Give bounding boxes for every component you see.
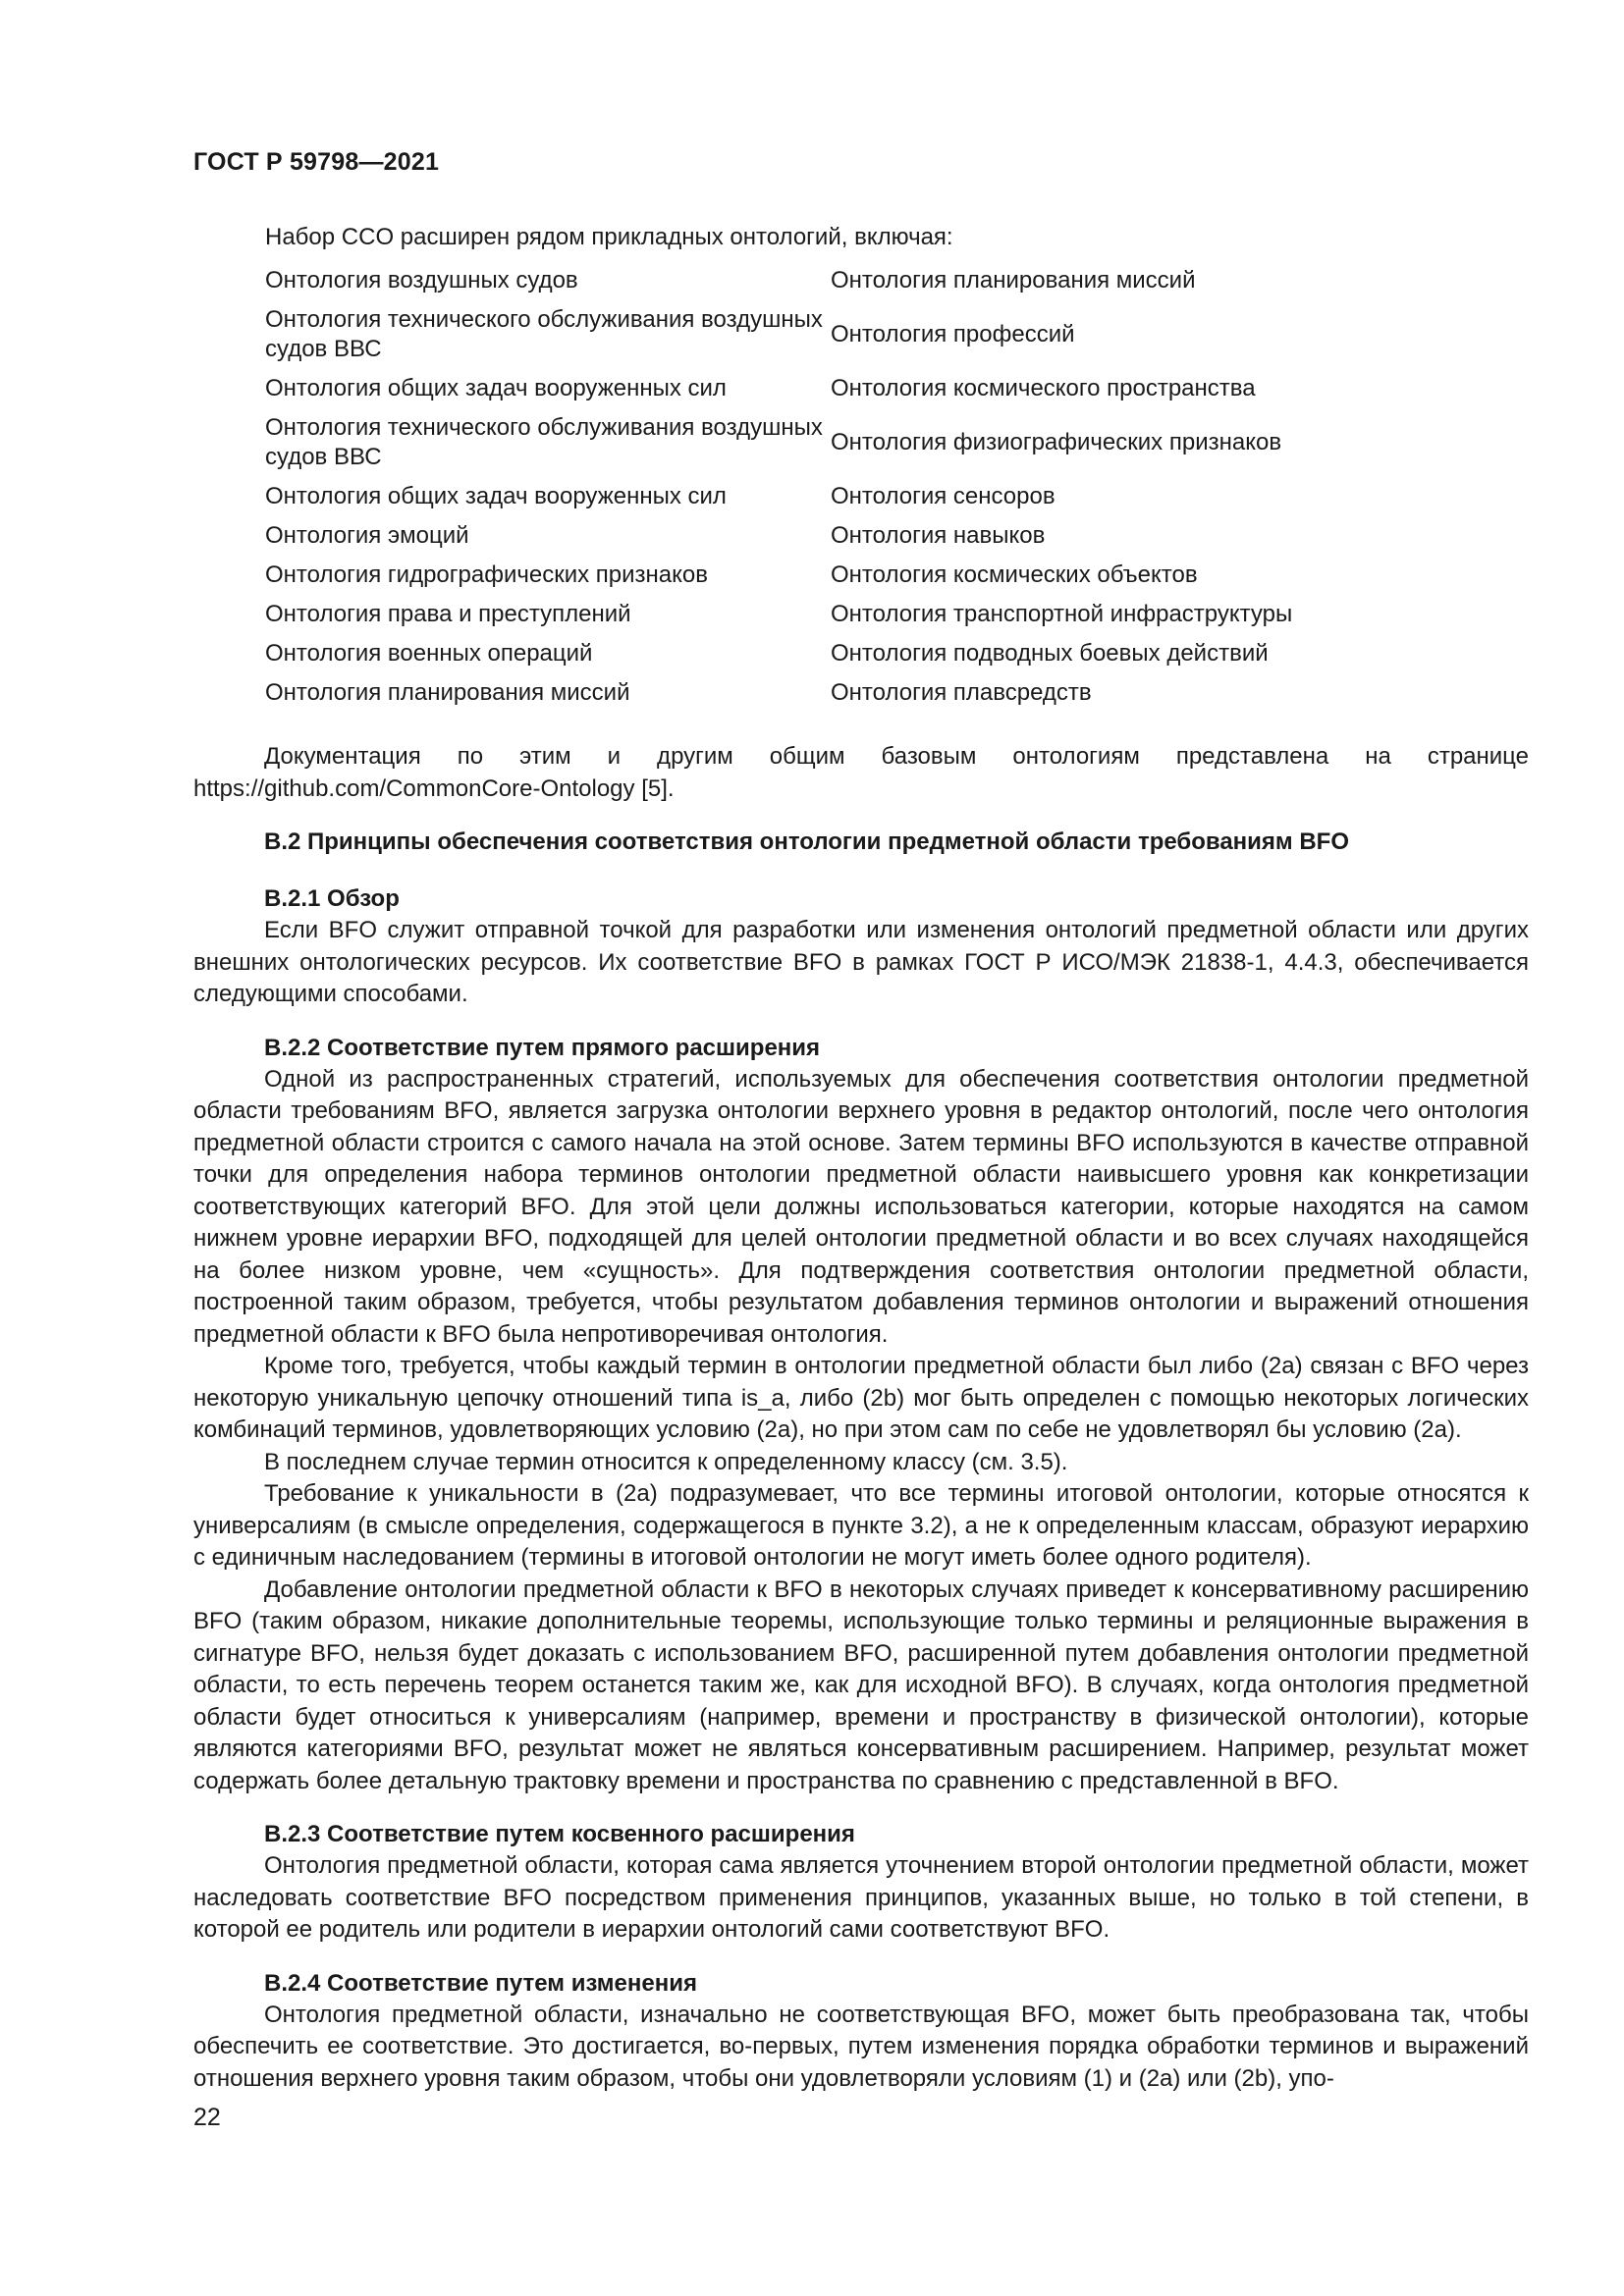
ontology-row — [265, 261, 1394, 300]
section-b22-paragraph-1: Одной из распространенных стратегий, используемых для обеспечения соответствия онтологии предметной области требованиям BFO, является загрузка онтологии верхнего уровня в редактор онтологий, после чего онтология предметной области строится с самого начала на этой основе. Затем термины BFO используются в качестве отправной точки для определения набора терминов онтологии предметной области наивысшего уровня как конкретизации соответствующих категорий BFO. Для этой цели должны использоваться категории, которые находятся на самом нижнем уровне иерархии BFO, подходящей для целей онтологии предметной области и во всех случаях находящейся на более низком уровне, чем «сущность». Для подтверждения соответствия онтологии предметной области, построенной таким образом, требуется, чтобы результатом добавления терминов онтологии и выражений отношения предметной области к BFO была непротиворечивая онтология. — [193, 1065, 1529, 1348]
ontology-left: Онтология права и преступлений — [265, 601, 631, 627]
ontology-row — [265, 408, 1394, 477]
ontology-row — [265, 673, 1394, 713]
ontology-row — [265, 300, 1394, 369]
page-number: 22 — [193, 2104, 221, 2131]
ontology-right: Онтология сенсоров — [831, 483, 1056, 509]
ontology-left: Онтология воздушных судов — [265, 267, 578, 294]
ontology-right: Онтология физиографических признаков — [831, 429, 1282, 455]
ontology-right: Онтология транспортной инфраструктуры — [831, 601, 1293, 627]
section-b23-title: В.2.3 Соответствие путем косвенного расширения — [264, 1821, 855, 1847]
section-b2-title: В.2 Принципы обеспечения соответствия онтологии предметной области требованиям BFO — [264, 828, 1349, 855]
section-b22-paragraph-2: Кроме того, требуется, чтобы каждый термин в онтологии предметной области был либо (2a) связан с BFO через некоторую уникальную цепочку отношений типа is_a, либо (2b) мог быть определен с помощью некоторых логических комбинаций терминов, удовлетворяющих условию (2a), но при этом сам по себе не удовлетворял бы условию (2a). — [193, 1353, 1529, 1443]
section-b23-paragraph: Онтология предметной области, которая сама является уточнением второй онтологии предметной области, может наследовать соответствие BFO посредством применения принципов, указанных выше, но только в той степени, в которой ее родитель или родители в иерархии онтологий сами соответствуют BFO. — [193, 1852, 1529, 1943]
section-b21-paragraph: Если BFO служит отправной точкой для разработки или изменения онтологий предметной области или других внешних онтологических ресурсов. Их соответствие BFO в рамках ГОСТ Р ИСО/МЭК 21838-1, 4.4.3, обеспечивается следующими способами. — [193, 917, 1529, 1007]
ontology-right: Онтология плавсредств — [831, 679, 1092, 706]
ontology-right: Онтология профессий — [831, 321, 1075, 347]
main-text — [193, 741, 1529, 2095]
section-b24-title: В.2.4 Соответствие путем изменения — [264, 1969, 697, 1997]
ontology-row — [265, 595, 1394, 634]
ontology-list-intro: Набор CCO расширен рядом прикладных онтологий, включая: — [265, 224, 953, 250]
ontology-row — [265, 556, 1394, 595]
section-b24-paragraph: Онтология предметной области, изначально не соответствующая BFO, может быть преобразована так, чтобы обеспечить ее соответствие. Это достигается, во-первых, путем изменения порядка обработки терминов и выражений отношения верхнего уровня таким образом, чтобы они удовлетворяли условиям (1) и (2a) или (2b), упо- — [193, 2001, 1529, 2092]
section-b21-title: В.2.1 Обзор — [264, 885, 400, 912]
ontology-left: Онтология планирования миссий — [265, 679, 630, 706]
ontology-row — [265, 634, 1394, 673]
ontology-row — [265, 369, 1394, 408]
ontology-left: Онтология эмоций — [265, 522, 469, 549]
ontology-left: Онтология технического обслуживания воздушных судов ВВС — [265, 306, 823, 362]
section-b22-paragraph-3: В последнем случае термин относится к определенному классу (см. 3.5). — [264, 1448, 1068, 1475]
section-b22-title: В.2.2 Соответствие путем прямого расширения — [264, 1034, 821, 1061]
ontology-left: Онтология технического обслуживания воздушных судов ВВС — [265, 414, 823, 470]
section-b22-paragraph-5: Добавление онтологии предметной области к BFO в некоторых случаях приведет к консервативному расширению BFO (таким образом, никакие дополнительные теоремы, использующие только термины и реляционные выражения в сигнатуре BFO, нельзя будет доказать с использованием BFO, расширенной путем добавления онтологии предметной области, то есть перечень теорем останется таким же, как для исходной BFO). В случаях, когда онтология предметной области будет относиться к универсалиям (например, времени и пространству в физической онтологии), которые являются категориями BFO, результат может не являться консервативным расширением. Например, результат может содержать более детальную трактовку времени и пространства по сравнению с представленной в BFO. — [193, 1575, 1529, 1794]
section-b22-paragraph-4: Требование к уникальности в (2a) подразумевает, что все термины итоговой онтологии, которые относятся к универсалиям (в смысле определения, содержащегося в пункте 3.2), а не к определенным классам, образуют иерархию с единичным наследованием (термины в итоговой онтологии не могут иметь более одного родителя). — [193, 1480, 1529, 1571]
ontology-right: Онтология космических объектов — [831, 561, 1198, 588]
ontology-left: Онтология военных операций — [265, 640, 593, 667]
ontology-right: Онтология планирования миссий — [831, 267, 1196, 294]
ontology-right: Онтология космического пространства — [831, 375, 1256, 401]
ontology-list-table — [265, 261, 1394, 713]
ontology-left: Онтология общих задач вооруженных сил — [265, 483, 727, 509]
documentation-note: Документация по этим и другим общим базовым онтологиям представлена на странице https://github.com/CommonCore-Ontology [5]. — [193, 743, 1529, 802]
ontology-row — [265, 516, 1394, 556]
ontology-left: Онтология общих задач вооруженных сил — [265, 375, 727, 401]
ontology-right: Онтология навыков — [831, 522, 1046, 549]
document-header: ГОСТ Р 59798—2021 — [193, 148, 440, 176]
ontology-row — [265, 477, 1394, 516]
ontology-right: Онтология подводных боевых действий — [831, 640, 1269, 667]
ontology-left: Онтология гидрографических признаков — [265, 561, 709, 588]
